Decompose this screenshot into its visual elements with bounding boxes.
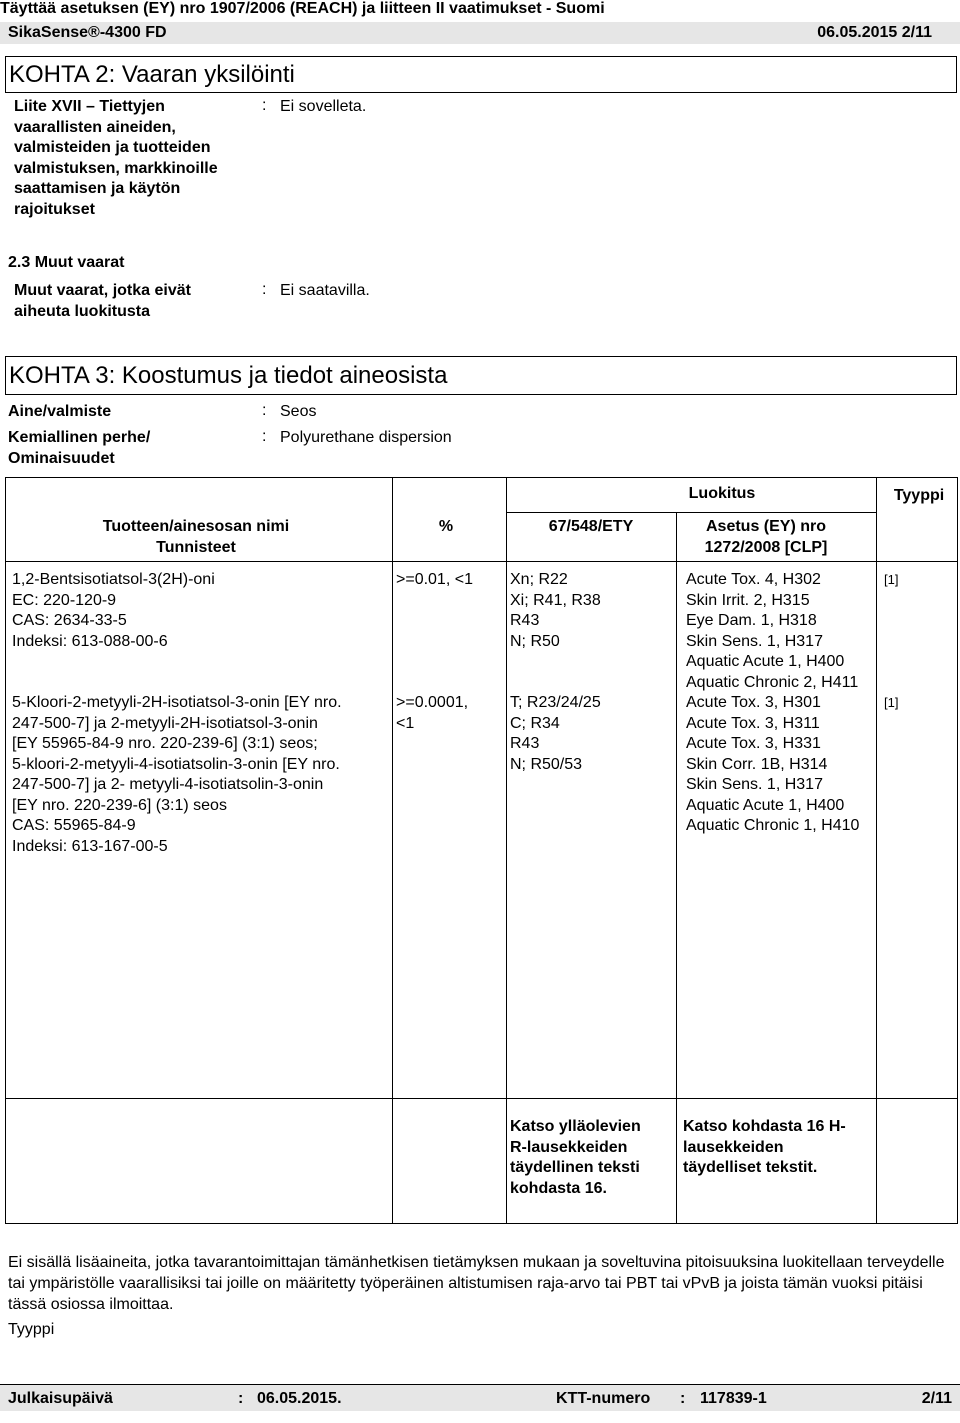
clp-footnote-line: täydelliset tekstit. (683, 1159, 818, 1176)
composition-table (5, 477, 958, 1224)
composition-note: Ei sisällä lisäaineita, jotka tavarantoimittajan tämänhetkisen tietämyksen mukaan ja soveltuvina pitoisuuksina luokitellaan terveydelle tai ympäristölle vaarallisiksi tai joille on määritetty työperäinen altistumisen raja-arvo tai PBT tai vPvB ja joista tämän vuoksi pitäisi tässä osiossa ilmoittaa. (8, 1254, 945, 1313)
row1-dsd-line: R43 (510, 612, 540, 629)
row2-name-line: 5-kloori-2-metyyli-4-isotiatsolin-3-onin [EY nro. (12, 755, 340, 773)
annex-xvii-value: Ei sovelleta. (280, 98, 367, 115)
footer-divider (6, 1098, 957, 1099)
row2-clp-line: Aquatic Chronic 1, H410 (686, 817, 860, 834)
row2-name-line: [EY 55965-84-9 nro. 220-239-6] (3:1) seos; (12, 735, 318, 752)
row1-dsd-line: N; R50 (510, 632, 560, 650)
row1-dsd-cell (510, 570, 670, 652)
row2-name-line: [EY nro. 220-239-6] (3:1) seos (12, 796, 227, 814)
subsection-2-3-heading: 2.3 Muut vaarat (8, 254, 125, 271)
chemical-family-value: Polyurethane dispersion (280, 429, 452, 446)
identifiers-header: Tunnisteet (156, 539, 236, 556)
row1-percent: >=0.01, <1 (396, 571, 473, 588)
column-divider (392, 478, 393, 1223)
dsd-footnote (510, 1117, 675, 1199)
clp-footnote (683, 1117, 873, 1179)
issue-date-colon: : (238, 1390, 244, 1407)
ktt-number-value: 117839-1 (700, 1390, 767, 1407)
section3-heading: KOHTA 3: Koostumus ja tiedot aineosista (9, 362, 448, 389)
row2-name-cell (12, 693, 387, 857)
section3-heading-box (5, 356, 957, 395)
row2-clp-cell (686, 693, 874, 837)
header-divider (6, 561, 957, 562)
row2-dsd-line: T; R23/24/25 (510, 694, 601, 711)
chemical-family-label: Kemiallinen perhe/ Ominaisuudet (8, 429, 151, 467)
column-divider (876, 478, 877, 1223)
row2-dsd-line: C; R34 (510, 714, 560, 732)
type-header: Tyyppi (893, 487, 945, 504)
dsd-footnote-line: Katso ylläolevien (510, 1118, 641, 1135)
type-legend-heading: Tyyppi (8, 1321, 55, 1338)
row2-percent-line: <1 (396, 714, 415, 732)
row1-clp-line: Skin Irrit. 2, H315 (686, 591, 810, 609)
row2-dsd-line: N; R50/53 (510, 755, 583, 773)
row1-clp-line: Acute Tox. 4, H302 (686, 571, 821, 588)
other-hazards-colon: : (262, 281, 267, 298)
annex-xvii-label: Liite XVII – Tiettyjen vaarallisten aineiden, valmisteiden ja tuotteiden valmistuksen, markkinoille saattamisen ja käytön rajoitukset (14, 98, 218, 218)
issue-date-label: Julkaisupäivä (8, 1390, 113, 1407)
classification-divider (506, 512, 876, 513)
section2-heading: KOHTA 2: Vaaran yksilöinti (9, 61, 295, 88)
row2-dsd-line: R43 (510, 735, 540, 752)
row1-index: Indeksi: 613-088-00-6 (12, 632, 168, 650)
product-name: SikaSense®-4300 FD (8, 24, 167, 41)
classification-header: Luokitus (688, 485, 756, 502)
row2-percent-cell (396, 693, 504, 734)
clp-footnote-line: Katso kohdasta 16 H- (683, 1118, 846, 1135)
substance-value: Seos (280, 403, 317, 420)
substance-colon: : (262, 402, 267, 419)
name-header: Tuotteen/ainesosan nimi (102, 518, 290, 535)
row2-index: Indeksi: 613-167-00-5 (12, 837, 168, 855)
header-date-page: 06.05.2015 2/11 (817, 24, 932, 41)
row1-dsd-line: Xi; R41, R38 (510, 591, 601, 609)
ktt-number-label: KTT-numero (556, 1390, 651, 1407)
dsd-footnote-line: kohdasta 16. (510, 1179, 607, 1197)
dsd-footnote-line: R-lausekkeiden (510, 1138, 628, 1156)
footer-page-number: 2/11 (921, 1390, 952, 1407)
row2-clp-line: Skin Corr. 1B, H314 (686, 755, 828, 773)
row1-name-line: 1,2-Bentsisotiatsol-3(2H)-oni (12, 571, 215, 588)
row2-type: [1] (884, 695, 899, 710)
chemical-family-colon: : (262, 428, 267, 445)
row2-clp-line: Acute Tox. 3, H311 (686, 714, 820, 732)
row2-percent-line: >=0.0001, (396, 694, 469, 711)
row1-name-cell (12, 570, 387, 652)
row1-dsd-line: Xn; R22 (510, 571, 568, 588)
row2-clp-line: Acute Tox. 3, H301 (686, 694, 821, 711)
clp-header-line2: 1272/2008 [CLP] (704, 539, 828, 556)
row1-clp-line: Aquatic Chronic 2, H411 (686, 673, 859, 691)
row2-name-line: 5-Kloori-2-metyyli-2H-isotiatsol-3-onin [EY nro. (12, 694, 342, 711)
section2-heading-box (5, 56, 957, 93)
row1-clp-line: Skin Sens. 1, H317 (686, 632, 823, 650)
row2-name-line: 247-500-7] ja 2-metyyli-2H-isotiatsol-3-onin (12, 714, 318, 732)
document-title: Täyttää asetuksen (EY) nro 1907/2006 (REACH) ja liitteen II vaatimukset - Suomi (0, 0, 605, 17)
annex-xvii-colon: : (262, 97, 267, 114)
issue-date-value: 06.05.2015. (257, 1390, 342, 1407)
clp-footnote-line: lausekkeiden (683, 1138, 784, 1156)
substance-label: Aine/valmiste (8, 403, 112, 420)
row2-clp-line: Aquatic Acute 1, H400 (686, 796, 845, 814)
row1-clp-cell (686, 570, 874, 693)
other-hazards-value: Ei saatavilla. (280, 282, 370, 299)
clp-header-line1: Asetus (EY) nro (705, 518, 826, 535)
ktt-number-colon: : (680, 1390, 686, 1407)
percent-header: % (438, 518, 454, 535)
footer-bar (0, 1384, 960, 1411)
column-divider (506, 478, 507, 1223)
dsd-footnote-line: täydellinen teksti (510, 1159, 640, 1176)
row2-dsd-cell (510, 693, 670, 775)
row2-clp-line: Skin Sens. 1, H317 (686, 776, 823, 793)
row1-ec: EC: 220-120-9 (12, 591, 117, 609)
row1-clp-line: Eye Dam. 1, H318 (686, 612, 817, 629)
row1-cas: CAS: 2634-33-5 (12, 612, 127, 629)
dsd-header: 67/548/ETY (548, 518, 634, 535)
column-divider (676, 512, 677, 1223)
row2-clp-line: Acute Tox. 3, H331 (686, 735, 821, 752)
other-hazards-label: Muut vaarat, jotka eivät aiheuta luokitusta (14, 282, 191, 320)
row1-clp-line: Aquatic Acute 1, H400 (686, 653, 845, 670)
row1-type: [1] (884, 572, 899, 587)
row2-cas: CAS: 55965-84-9 (12, 817, 136, 834)
row2-name-line: 247-500-7] ja 2- metyyli-4-isotiatsolin-3-onin (12, 776, 324, 793)
